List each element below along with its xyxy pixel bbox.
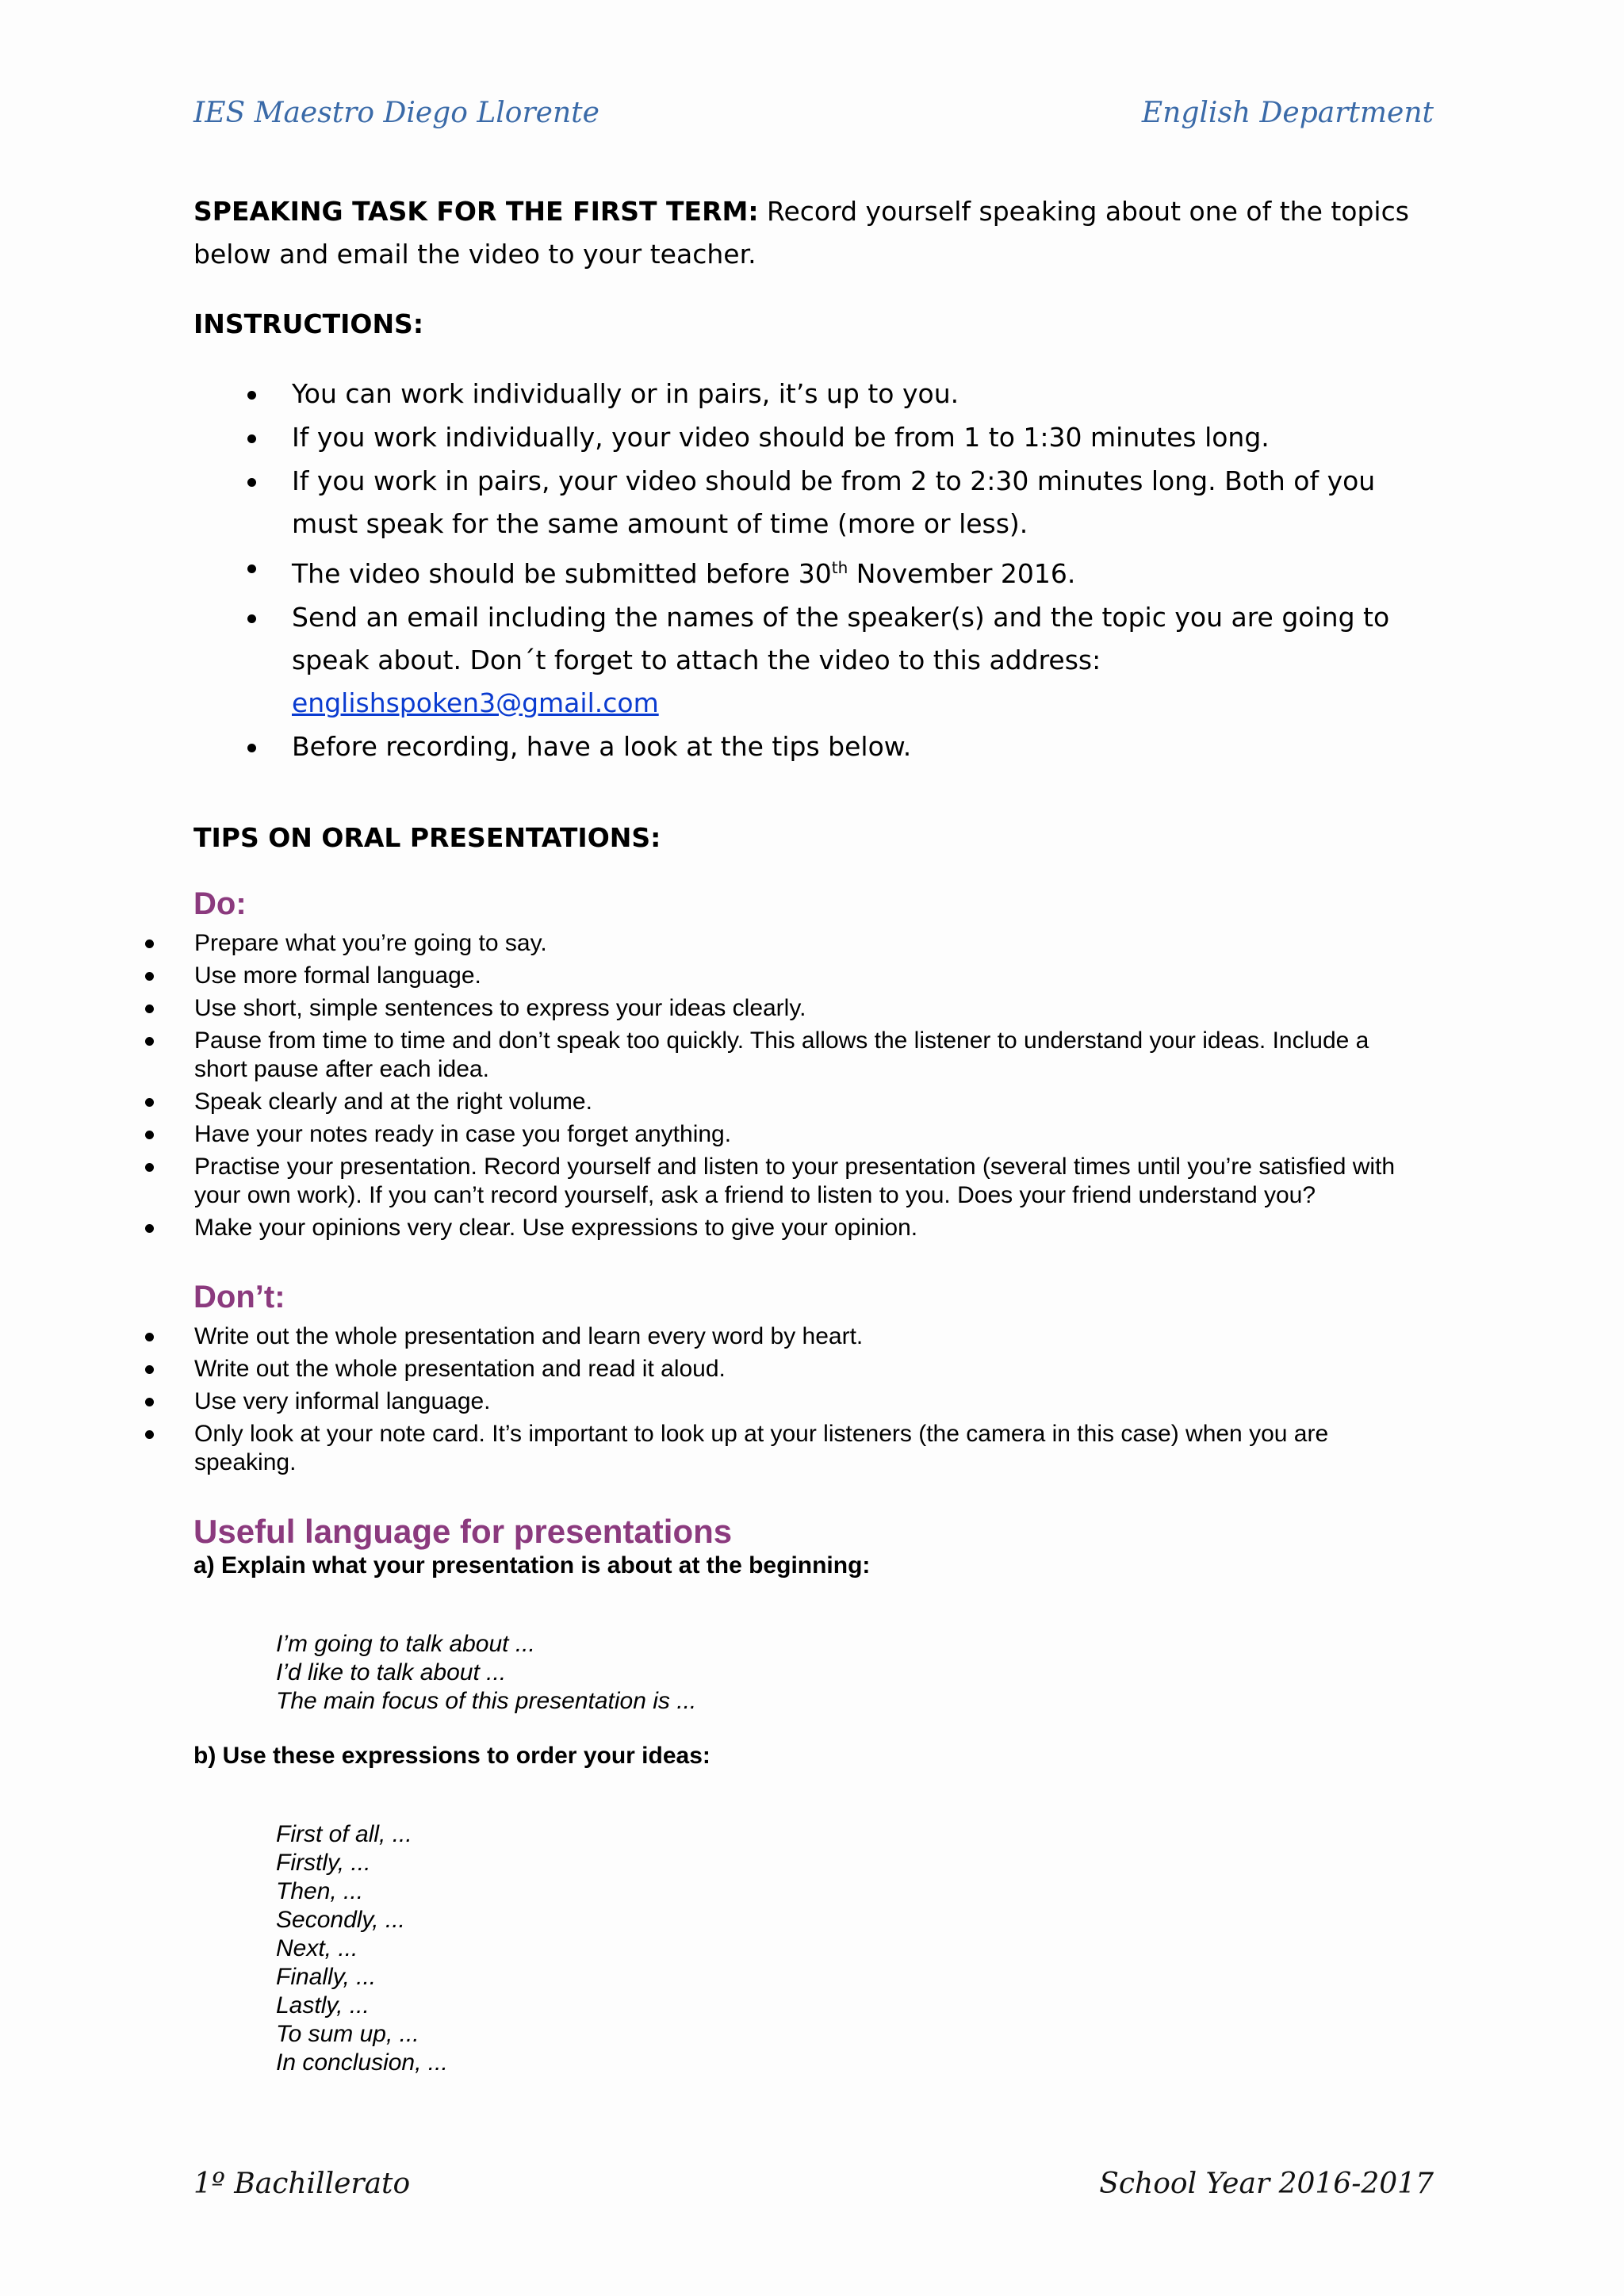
expression-item: The main focus of this presentation is ... (276, 1688, 697, 1714)
list-item-text: Send an email including the names of the speaker(s) and the topic you are going to speak about. Don´t forget to attach the video to this address: (292, 602, 1390, 675)
list-item: Use short, simple sentences to express your ideas clearly. (145, 994, 1414, 1023)
expression-item: To sum up, ... (276, 2021, 419, 2047)
tips-heading: TIPS ON ORAL PRESENTATIONS: (193, 822, 661, 853)
do-list (145, 929, 1414, 1246)
list-item-text-tail: November 2016. (848, 558, 1076, 589)
list-item-text: If you work in pairs, your video should be from 2 to 2:30 minutes long. Both of you must speak for the same amount of time (more or less). (292, 465, 1376, 539)
dont-heading: Don’t: (193, 1280, 285, 1314)
expression-item: Lastly, ... (276, 1992, 370, 2019)
list-item: Prepare what you’re going to say. (145, 929, 1414, 958)
list-item (193, 596, 1431, 725)
useful-b-list (276, 1820, 448, 2077)
list-item: Use more formal language. (145, 962, 1414, 990)
expression-item: Firstly, ... (276, 1850, 371, 1876)
intro-label: SPEAKING TASK FOR THE FIRST TERM: (193, 196, 759, 227)
instructions-heading: INSTRUCTIONS: (193, 308, 424, 339)
useful-a-heading: a) Explain what your presentation is about at the beginning: (193, 1552, 871, 1578)
header-school: IES Maestro Diego Llorente (193, 97, 599, 129)
expression-item: Secondly, ... (276, 1907, 405, 1933)
ordinal-superscript: th (831, 558, 848, 577)
expression-item: Finally, ... (276, 1964, 377, 1990)
do-heading: Do: (193, 886, 247, 921)
dont-list (145, 1322, 1414, 1481)
list-item: Write out the whole presentation and read it aloud. (145, 1355, 1414, 1383)
list-item: Make your opinions very clear. Use expressions to give your opinion. (145, 1214, 1414, 1242)
footer-course: 1º Bachillerato (193, 2168, 411, 2200)
expression-item: First of all, ... (276, 1821, 412, 1847)
list-item-text: If you work individually, your video should be from 1 to 1:30 minutes long. (292, 422, 1270, 453)
list-item (193, 725, 1431, 768)
list-item: Practise your presentation. Record yourself and listen to your presentation (several times until you’re satisfied with your own work). If you can’t record yourself, ask a friend to listen to you. Does your friend understand you? (145, 1153, 1414, 1210)
useful-a-list (276, 1630, 696, 1716)
list-item (193, 546, 1431, 595)
expression-item: I’d like to talk about ... (276, 1659, 507, 1686)
expression-item: In conclusion, ... (276, 2049, 448, 2076)
footer-school-year: School Year 2016-2017 (1099, 2168, 1434, 2200)
list-item-text: The video should be submitted before 30 (292, 558, 832, 589)
list-item: Have your notes ready in case you forget anything. (145, 1120, 1414, 1149)
expression-item: Then, ... (276, 1878, 364, 1904)
list-item: Only look at your note card. It’s important to look up at your listeners (the camera in this case) when you are speaking. (145, 1420, 1414, 1477)
list-item (193, 416, 1431, 459)
intro-text: Record yourself speaking about one of the topics below and email the video to your teacher. (193, 196, 1409, 270)
list-item: Pause from time to time and don’t speak too quickly. This allows the listener to understand your ideas. Include a short pause after each idea. (145, 1027, 1414, 1084)
expression-item: I’m going to talk about ... (276, 1631, 535, 1657)
list-item: Use very informal language. (145, 1387, 1414, 1416)
useful-b-heading: b) Use these expressions to order your ideas: (193, 1743, 710, 1769)
list-item-text: Before recording, have a look at the tips below. (292, 731, 912, 762)
list-item: Write out the whole presentation and learn every word by heart. (145, 1322, 1414, 1351)
list-item-text: You can work individually or in pairs, it’s up to you. (292, 378, 959, 409)
header-department: English Department (1141, 97, 1434, 129)
list-item (193, 373, 1431, 415)
list-item: Speak clearly and at the right volume. (145, 1088, 1414, 1116)
useful-language-heading: Useful language for presentations (193, 1513, 733, 1550)
email-link[interactable]: englishspoken3@gmail.com (292, 687, 659, 718)
list-item (193, 460, 1431, 545)
intro-paragraph (193, 190, 1431, 276)
expression-item: Next, ... (276, 1935, 358, 1961)
instructions-list (193, 373, 1431, 769)
